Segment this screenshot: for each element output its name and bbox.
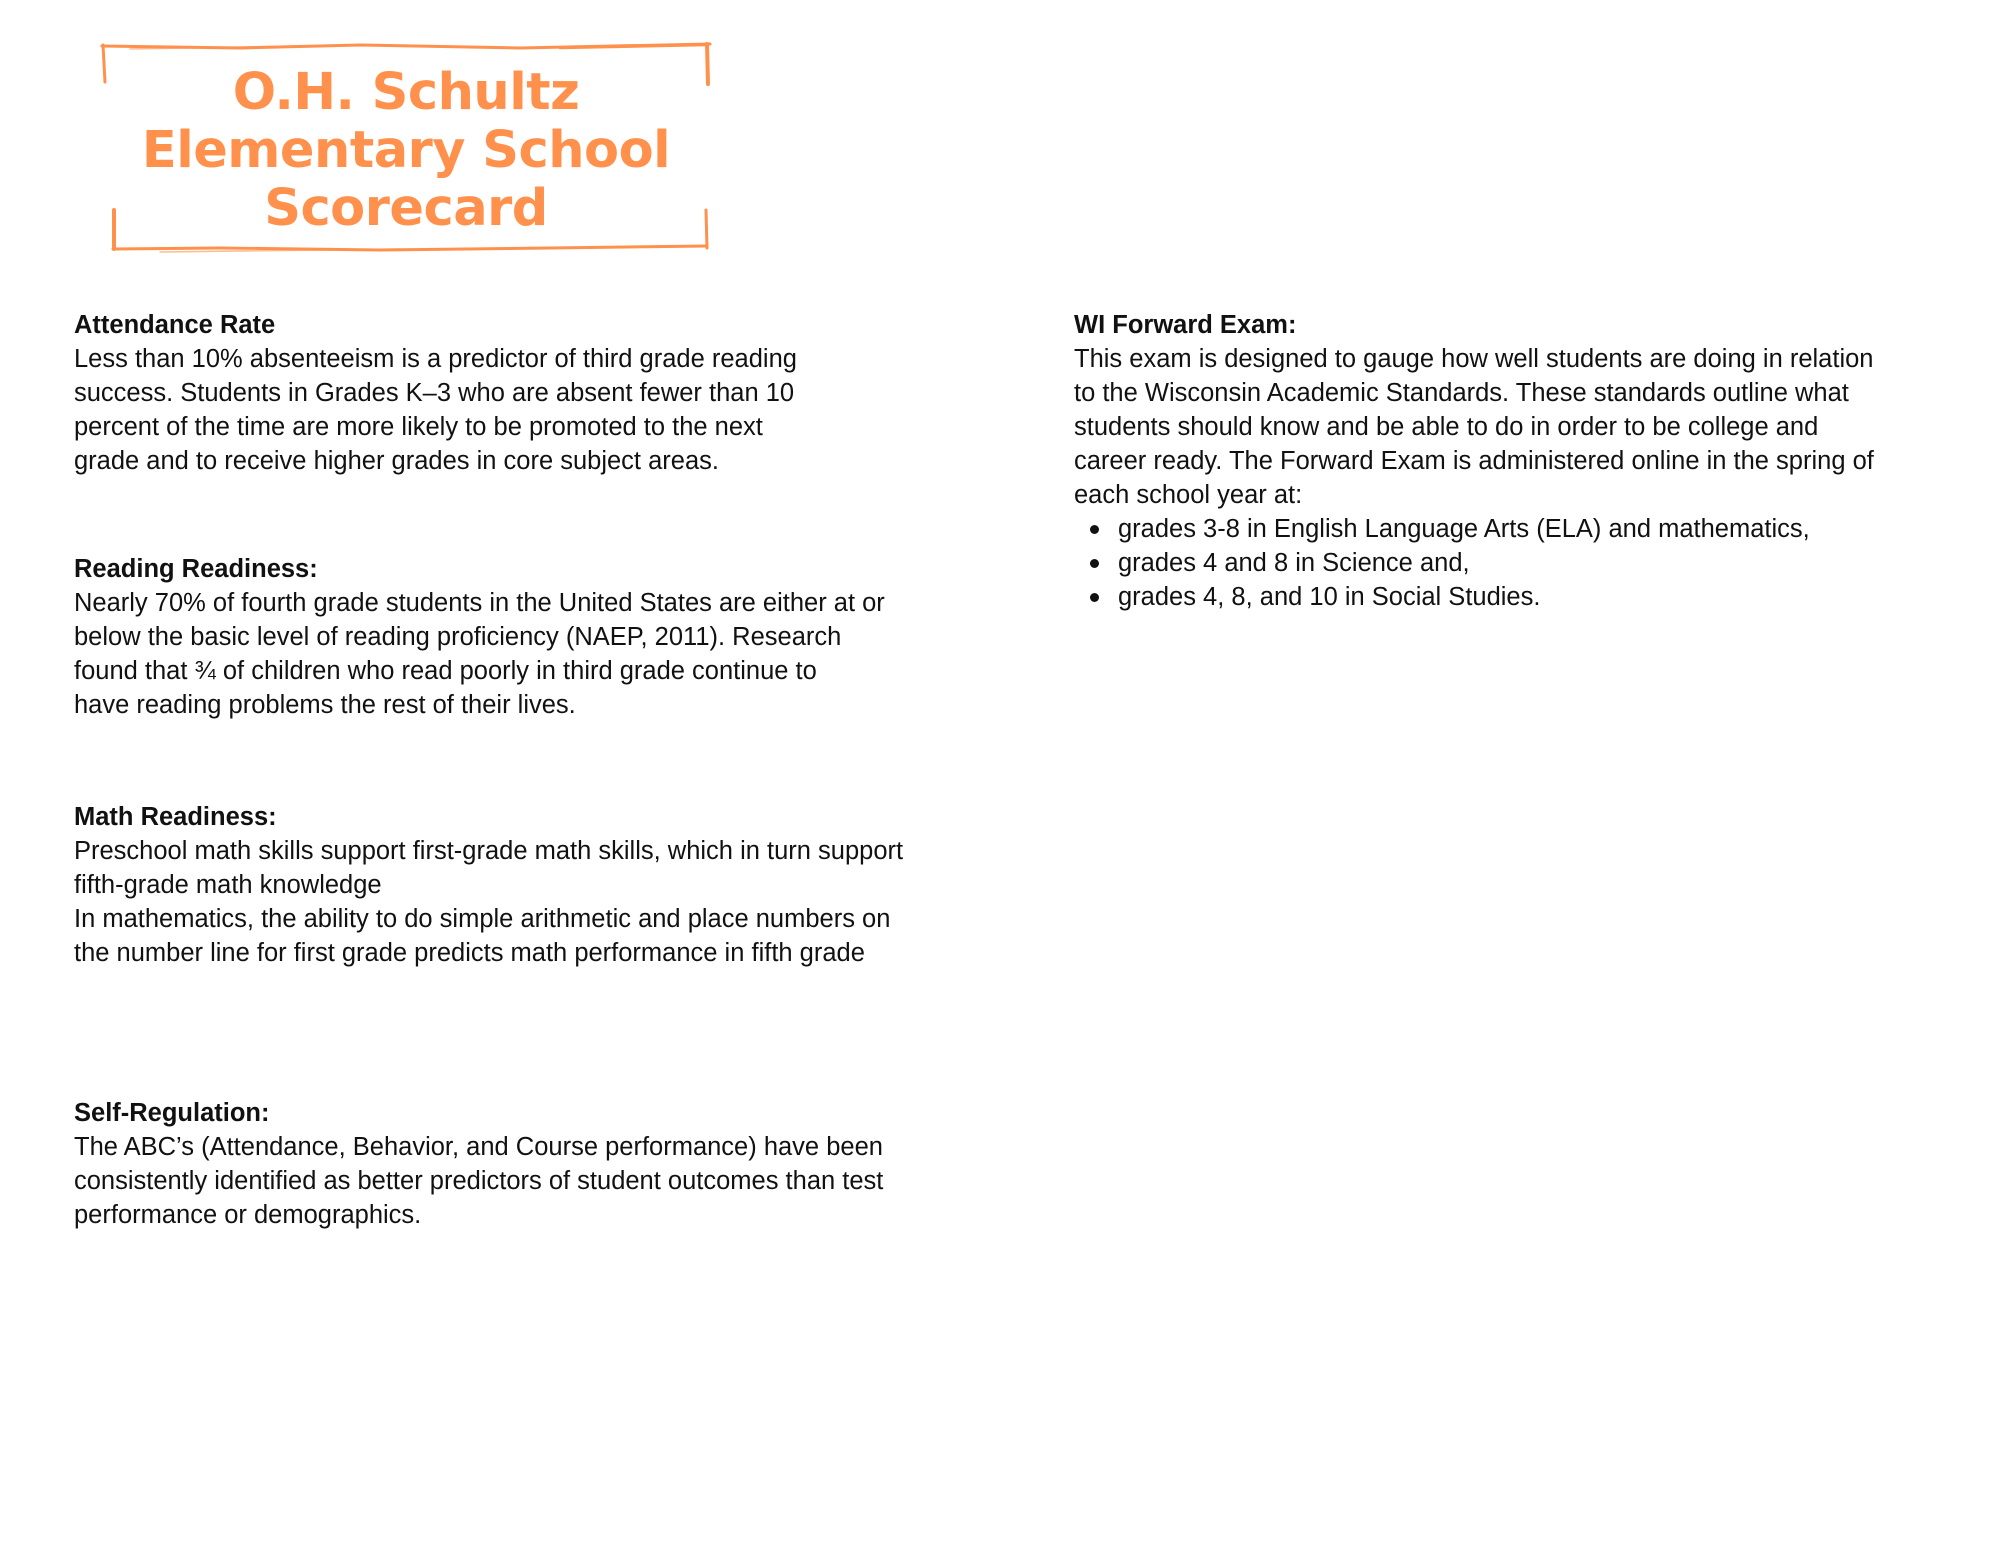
bullet-icon bbox=[1090, 559, 1099, 568]
list-item bbox=[1074, 512, 1974, 546]
paragraph-line: consistently identified as better predictors of student outcomes than test bbox=[74, 1167, 884, 1195]
paragraph-line: to the Wisconsin Academic Standards. These standards outline what bbox=[1074, 379, 1849, 407]
title-line-school-type: Elementary School bbox=[141, 121, 671, 180]
list-item bbox=[1074, 580, 1974, 614]
paragraph-line: percent of the time are more likely to be promoted to the next bbox=[74, 413, 763, 441]
page-title bbox=[100, 64, 712, 238]
bullet-icon bbox=[1090, 593, 1099, 602]
paragraph-line: success. Students in Grades K–3 who are absent fewer than 10 bbox=[74, 379, 795, 407]
paragraph-line: below the basic level of reading proficiency (NAEP, 2011). Research bbox=[74, 623, 842, 651]
paragraph-line: grade and to receive higher grades in core subject areas. bbox=[74, 447, 719, 475]
paragraph-line: career ready. The Forward Exam is administered online in the spring of bbox=[1074, 447, 1874, 475]
exam-grades-list bbox=[1074, 512, 1974, 614]
paragraph-line: This exam is designed to gauge how well students are doing in relation bbox=[1074, 345, 1874, 373]
title-line-school-name: O.H. Schultz bbox=[232, 63, 580, 122]
paragraph-line: Preschool math skills support first-grade math skills, which in turn support bbox=[74, 837, 904, 865]
paragraph-line: performance or demographics. bbox=[74, 1201, 422, 1229]
bullet-icon bbox=[1090, 525, 1099, 534]
paragraph-line: The ABC’s (Attendance, Behavior, and Course performance) have been bbox=[74, 1133, 883, 1161]
list-item bbox=[1074, 546, 1974, 580]
section-reading-readiness bbox=[74, 552, 1024, 722]
paragraph-line: the number line for first grade predicts math performance in fifth grade bbox=[74, 939, 865, 967]
list-item-text: grades 3-8 in English Language Arts (ELA) and mathematics, bbox=[1118, 515, 1810, 543]
section-heading: WI Forward Exam: bbox=[1074, 311, 1297, 339]
section-self-regulation bbox=[74, 1096, 1024, 1232]
section-heading: Reading Readiness: bbox=[74, 555, 318, 583]
section-heading: Attendance Rate bbox=[74, 311, 276, 339]
paragraph-line: students should know and be able to do in order to be college and bbox=[1074, 413, 1819, 441]
title-frame bbox=[100, 42, 712, 252]
section-attendance-rate bbox=[74, 308, 1024, 478]
paragraph-line: In mathematics, the ability to do simple arithmetic and place numbers on bbox=[74, 905, 891, 933]
section-math-readiness bbox=[74, 800, 1024, 970]
paragraph-line: have reading problems the rest of their lives. bbox=[74, 691, 576, 719]
paragraph-line: fifth-grade math knowledge bbox=[74, 871, 382, 899]
paragraph-line: found that ¾ of children who read poorly in third grade continue to bbox=[74, 657, 817, 685]
list-item-text: grades 4, 8, and 10 in Social Studies. bbox=[1118, 583, 1541, 611]
paragraph-line: Nearly 70% of fourth grade students in the United States are either at or bbox=[74, 589, 885, 617]
title-line-scorecard: Scorecard bbox=[264, 179, 548, 238]
paragraph-line: Less than 10% absenteeism is a predictor of third grade reading bbox=[74, 345, 797, 373]
section-wi-forward-exam bbox=[1074, 308, 1974, 614]
section-heading: Self-Regulation: bbox=[74, 1099, 270, 1127]
paragraph-line: each school year at: bbox=[1074, 481, 1303, 509]
section-heading: Math Readiness: bbox=[74, 803, 277, 831]
list-item-text: grades 4 and 8 in Science and, bbox=[1118, 549, 1470, 577]
